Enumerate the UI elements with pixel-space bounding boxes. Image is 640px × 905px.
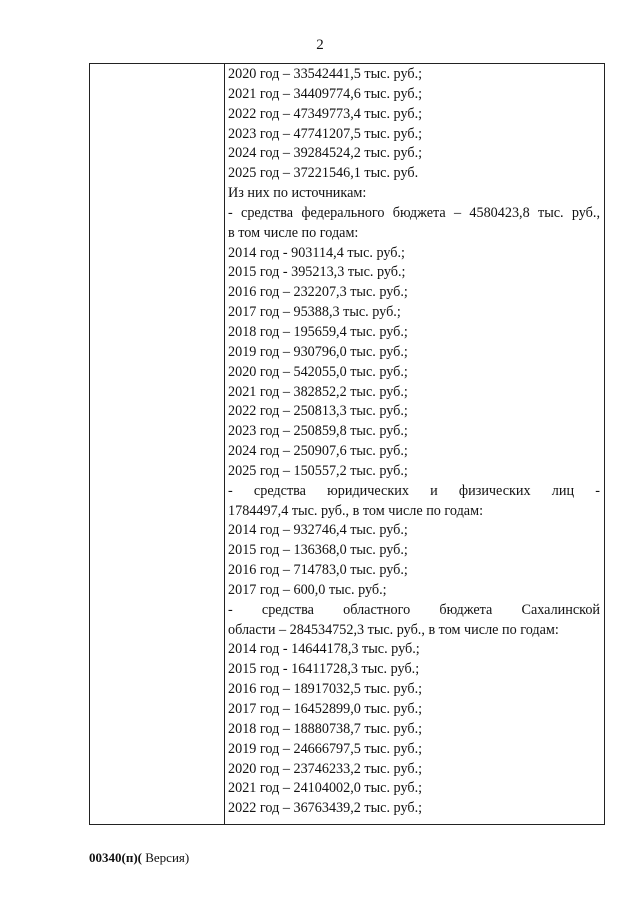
text-line: 2016 год – 232207,3 тыс. руб.; <box>228 284 408 301</box>
text-line: 2020 год – 542055,0 тыс. руб.; <box>228 363 408 380</box>
text-line: 2023 год – 47741207,5 тыс. руб.; <box>228 125 423 142</box>
funding-text-cell <box>228 65 600 819</box>
text-line: 2018 год – 18880738,7 тыс. руб.; <box>228 720 423 737</box>
text-line: 2015 год – 136368,0 тыс. руб.; <box>228 542 408 559</box>
document-footer <box>89 850 189 866</box>
text-line: 2020 год – 33542441,5 тыс. руб.; <box>228 66 423 82</box>
text-line: - средства юридических и физических лиц - <box>228 482 600 499</box>
text-line: - средства федерального бюджета – 4580423,8 тыс. руб., <box>228 204 600 221</box>
text-line: 2019 год – 24666797,5 тыс. руб.; <box>228 740 423 757</box>
text-line: 2016 год – 18917032,5 тыс. руб.; <box>228 681 423 698</box>
text-line: 2018 год – 195659,4 тыс. руб.; <box>228 323 408 340</box>
text-line: 2021 год – 24104002,0 тыс. руб.; <box>228 780 423 797</box>
text-line: 2015 год - 16411728,3 тыс. руб.; <box>228 661 420 678</box>
text-line: 2016 год – 714783,0 тыс. руб.; <box>228 562 408 579</box>
text-line: 2022 год – 36763439,2 тыс. руб.; <box>228 800 423 817</box>
text-line: области – 284534752,3 тыс. руб., в том числе по годам: <box>228 621 559 638</box>
page-number: 2 <box>316 37 324 53</box>
column-divider <box>224 64 225 824</box>
text-line: 2020 год – 23746233,2 тыс. руб.; <box>228 760 423 777</box>
text-line: в том числе по годам: <box>228 224 359 241</box>
text-line: 2021 год – 382852,2 тыс. руб.; <box>228 383 408 400</box>
text-line: 1784497,4 тыс. руб., в том числе по годам: <box>228 502 484 519</box>
text-line: 2014 год - 14644178,3 тыс. руб.; <box>228 641 420 658</box>
document-version: Версия) <box>141 850 190 865</box>
text-line: 2017 год – 95388,3 тыс. руб.; <box>228 304 401 321</box>
text-line: 2022 год – 250813,3 тыс. руб.; <box>228 403 408 420</box>
text-line: 2017 год – 600,0 тыс. руб.; <box>228 581 387 598</box>
text-line: - средства областного бюджета Сахалинской <box>228 601 600 618</box>
text-line: 2025 год – 150557,2 тыс. руб.; <box>228 462 408 479</box>
text-line: 2025 год – 37221546,1 тыс. руб. <box>228 165 419 182</box>
text-line: 2024 год – 250907,6 тыс. руб.; <box>228 443 408 460</box>
text-line: 2024 год – 39284524,2 тыс. руб.; <box>228 145 423 162</box>
text-line: 2014 год - 903114,4 тыс. руб.; <box>228 244 405 261</box>
text-line: 2015 год - 395213,3 тыс. руб.; <box>228 264 406 281</box>
text-line: 2017 год – 16452899,0 тыс. руб.; <box>228 701 423 717</box>
text-line: 2023 год – 250859,8 тыс. руб.; <box>228 423 408 440</box>
text-line: 2022 год – 47349773,4 тыс. руб.; <box>228 105 423 122</box>
funding-table <box>89 63 605 825</box>
document-code: 00340(п)( <box>89 850 142 865</box>
text-line: 2019 год – 930796,0 тыс. руб.; <box>228 343 408 360</box>
text-line: Из них по источникам: <box>228 185 367 202</box>
text-line: 2014 год – 932746,4 тыс. руб.; <box>228 522 408 539</box>
text-line: 2021 год – 34409774,6 тыс. руб.; <box>228 85 423 102</box>
